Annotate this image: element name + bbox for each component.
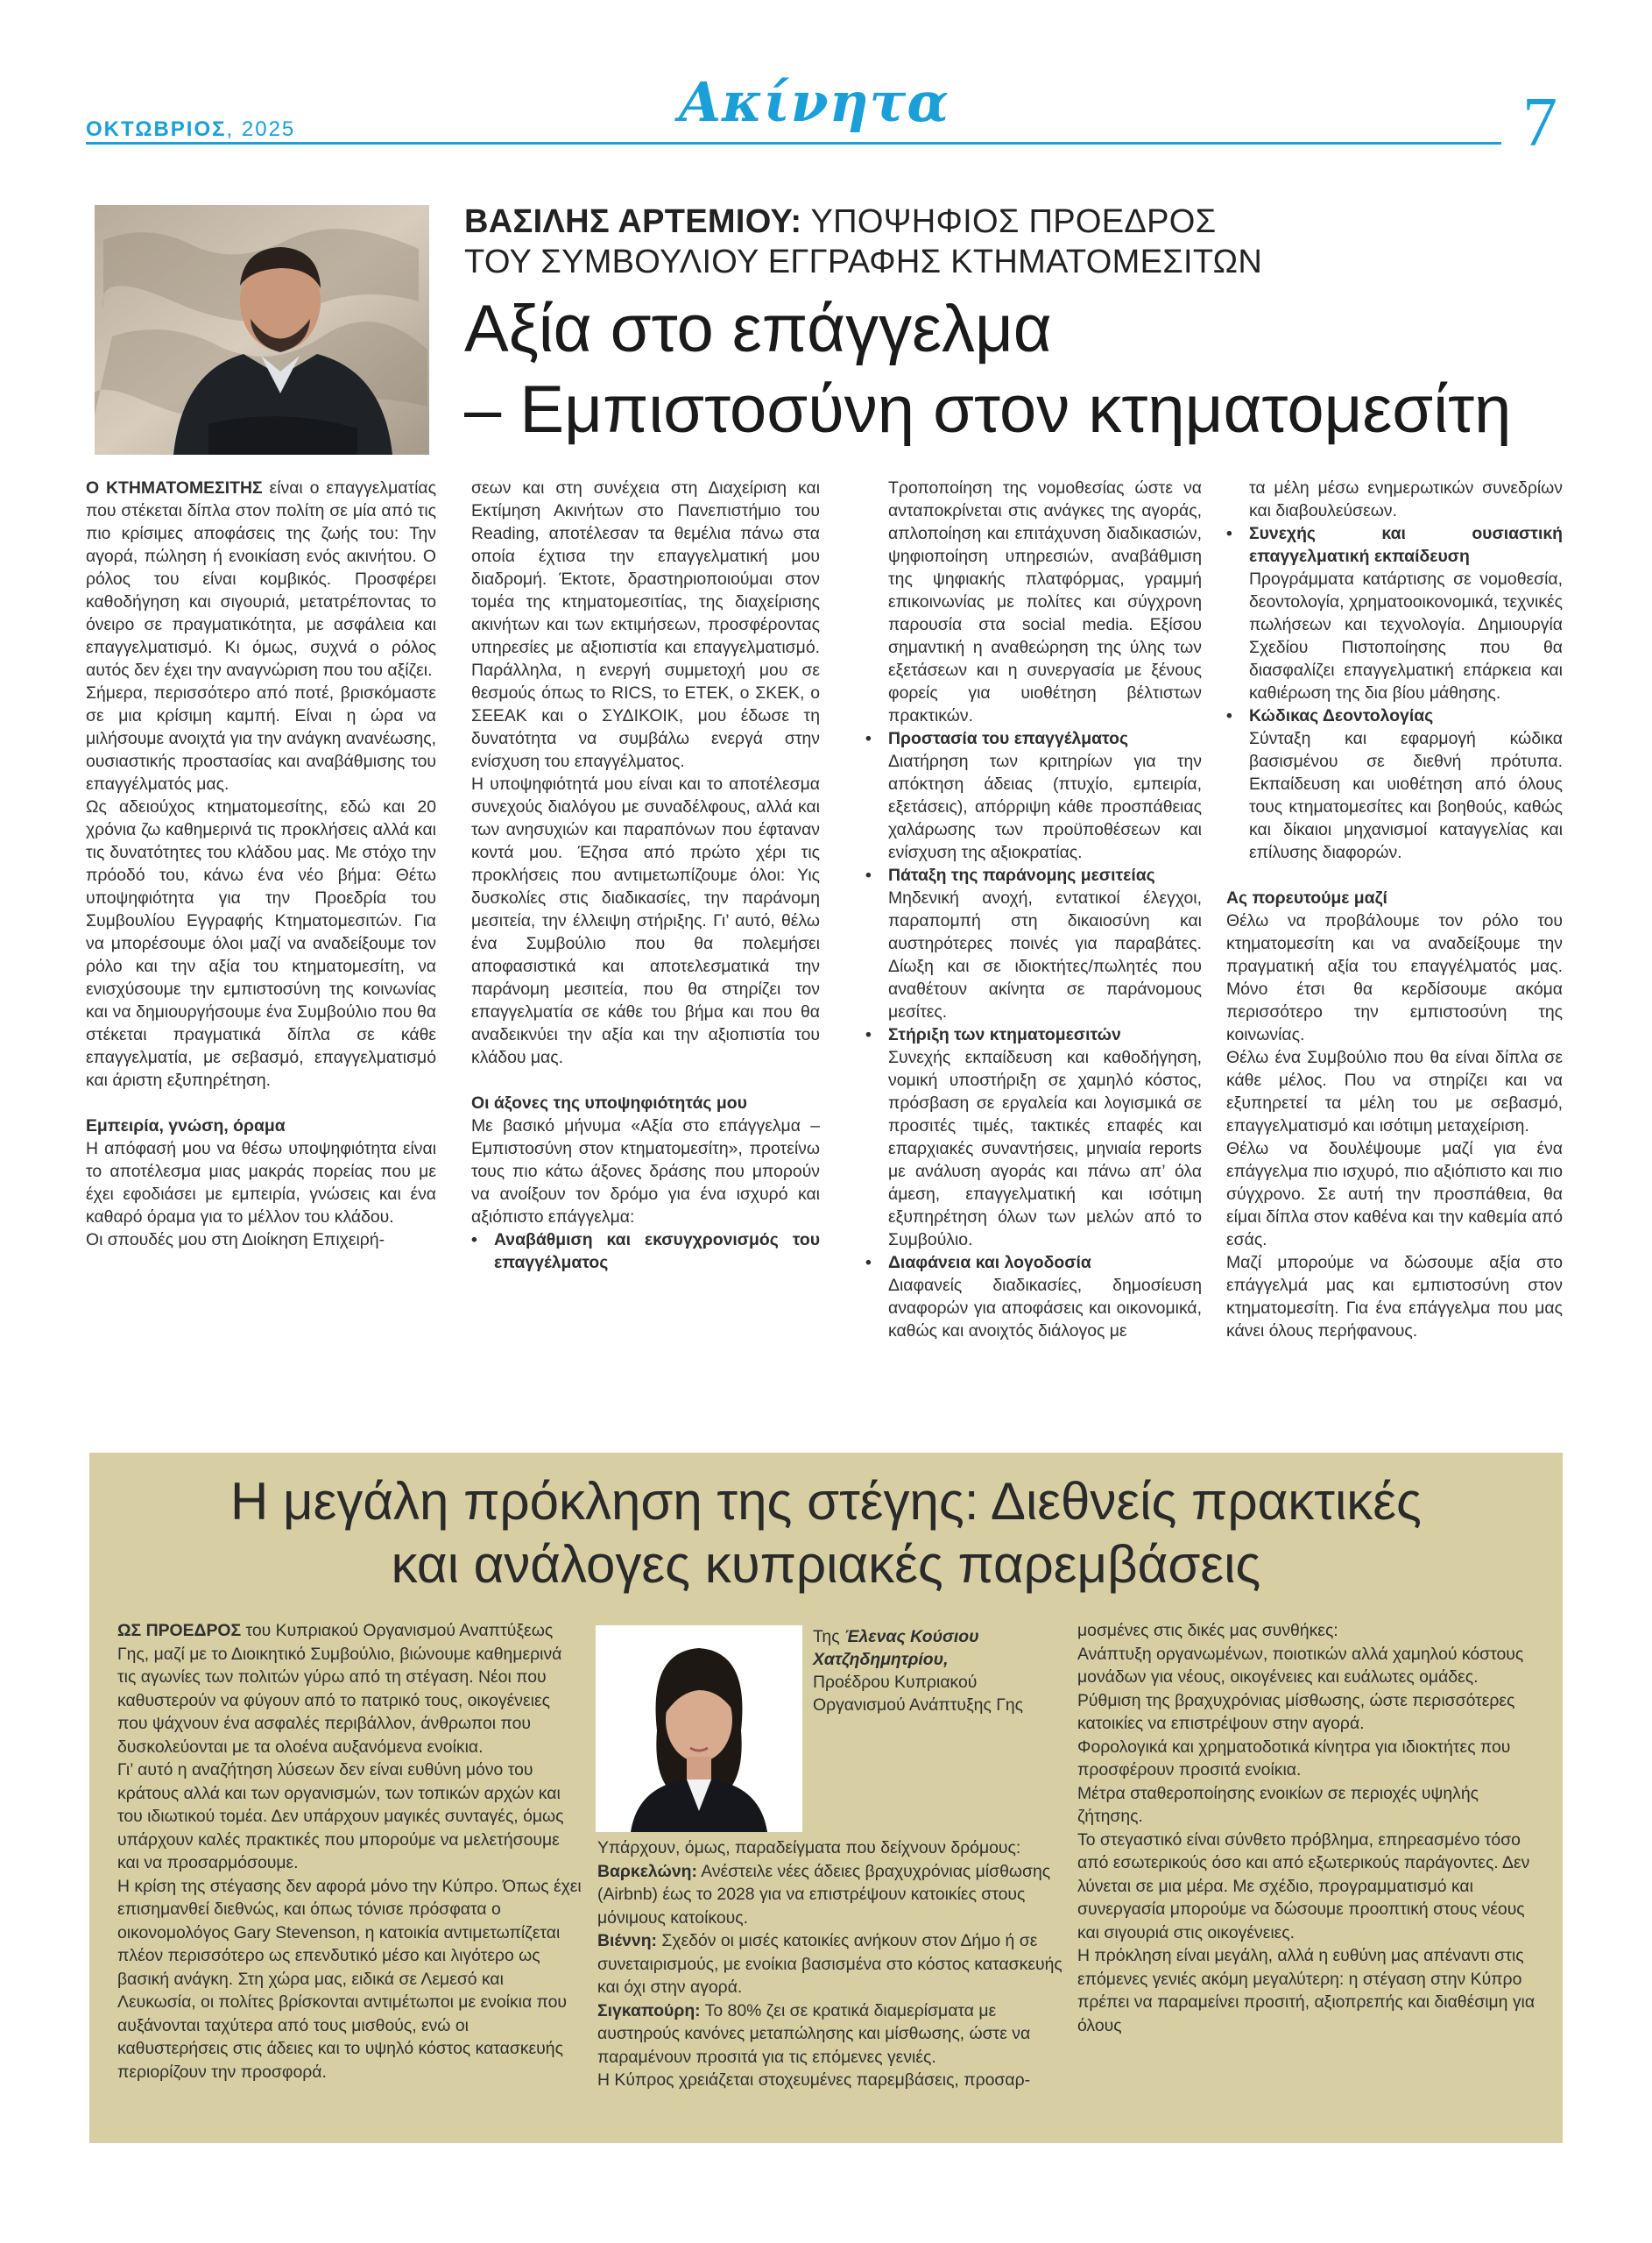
candidate-title: ΥΠΟΨΗΦΙΟΣ ΠΡΟΕΔΡΟΣ — [801, 203, 1217, 240]
issue-date — [86, 117, 295, 142]
paragraph: μοσμένες στις δικές μας συνθήκες: — [1077, 1621, 1338, 1640]
paragraph — [86, 477, 436, 682]
axes-list — [1226, 477, 1563, 864]
paragraph: Το στεγαστικό είναι σύνθετο πρόβλημα, επηρεασμένο τόσο από εσωτερικούς όσο και από εξωτερικούς παράγοντες. Δεν λύνεται σε μια μέρα. Με σχέδιο, προγραμματισμό και συνεργασία μπορούμε να δώσουμε προοπτική στους νέους και σιγουριά στις οικογένειες. — [1077, 1829, 1530, 1942]
list-item — [1226, 522, 1563, 704]
paragraph: Με βασικό μήνυμα «Αξία στο επάγγελμα – Εμπιστοσύνη στον κτηματομεσίτη», προτείνω τους πιο κάτω άξονες δράσης που μπορούν να ανοίξουν τον δρόμο για ένα ισχυρό και αξιόπιστο επάγγελμα: — [471, 1116, 820, 1227]
paragraph: Η υποψηφιότητά μου είναι και το αποτέλεσμα συνεχούς διαλόγου με συναδέλφους, αλλά και των ανησυχιών και παραπόνων που έφταναν κοντά μου. Έζησα από πρώτο χέρι τις προκλήσεις που αντιμετωπίζουμε όλοι: Υις δυσκολίες στις διαδικασίες, την παράνομη μεσιτεία, την έλλειψη στήριξης. Γι’ αυτό, θέλω ένα Συμβούλιο που θα πολεμήσει αποφασιστικά και αποτελεσματικά την παράνομη μεσιτεία, που θα στηρίζει τον επαγγελματία σε κάθε του βήμα και που θα αναδεικνύει την αξία και την αξιοπιστία του κλάδου μας. — [471, 775, 820, 1067]
candidate-name: ΒΑΣΙΛΗΣ ΑΡΤΕΜΙΟΥ: — [464, 203, 802, 240]
article-column-2 — [471, 477, 820, 1274]
bullet-title: • Πάταξη της παράνομης μεσιτείας — [888, 866, 1155, 885]
paragraph: σεων και στη συνέχεια στη Διαχείριση και Εκτίμηση Ακινήτων στο Πανεπιστήμιο του Reading, αποτέλεσαν τα θεμέλια πάνω στα οποία έχτισα την επαγγελματική μου διαδρομή. Έκτοτε, δραστηριοποιούμαι στον τομέα της κτηματομεσιτίας, της διαχείρισης ακινήτων και των εκτιμήσεων, προσφέροντας υπηρεσίες με αξιοπιστία και επαγγελματισμό. Παράλληλα, η ενεργή συμμετοχή μου σε θεσμούς όπως το RICS, το ΕΤΕΚ, ο ΣΚΕΚ, ο ΣΕΕΑΚ και ο ΣΥΔΙΚΟΙΚ, μου έδωσε τη δυνατότητα να συμβάλω ενεργά στην ενίσχυση του επαγγέλματος. — [471, 478, 820, 771]
paragraph: Ανάπτυξη οργανωμένων, ποιοτικών αλλά χαμηλού κόστους μονάδων για νέους, οικογένειες και ευάλωτες ομάδες. — [1077, 1644, 1524, 1687]
page-number: 7 — [1522, 84, 1557, 161]
title-line-1: Η μεγάλη πρόκληση της στέγης: Διεθνείς πρακτικές — [230, 1472, 1422, 1531]
bullet-text: Προγράμματα κατάρτισης σε νομοθεσία, δεοντολογία, χρηματοοικονομικά, τεχνικές πωλήσεων και τεχνολογία. Δημιουργία Σχεδίου Πιστοποίησης που θα διασφαλίζει επαγγελματική επάρκεια και καθιέρωση της δια βίου μάθησης. — [1249, 570, 1563, 703]
bullet-title: • Προστασία του επαγγέλματος — [888, 729, 1129, 748]
paragraph: Θέλω ένα Συμβούλιο που θα είναι δίπλα σε κάθε μέλος. Που να στηρίζει και να εξυπηρετεί τα μέλη του με σεβασμό, επαγγελματισμό και ισότιμη μεταχείριση. — [1226, 1048, 1563, 1136]
author-role: Προέδρου Κυπριακού Οργανισμού Ανάπτυξης Γης — [813, 1673, 1024, 1715]
paragraph: Γι’ αυτό η αναζήτηση λύσεων δεν είναι ευθύνη μόνο του κράτους αλλά και των οργανισμών, των τοπικών αρχών και του ιδιωτικού τομέα. Δεν υπάρχουν μαγικές συνταγές, όμως υπάρχουν καλές πρακτικές που μπορούμε να μελετήσουμε και να προσαρμόσουμε. — [117, 1760, 564, 1872]
bullet-title: • Στήριξη των κτηματομεσιτών — [888, 1025, 1121, 1044]
paragraph: Η πρόκληση είναι μεγάλη, αλλά η ευθύνη μας απέναντι στις επόμενες γενιές ακόμη μεγαλύτερη: η στέγαση στην Κύπρο πρέπει να παραμείνει προσιτή, αξιοπρεπής και διαθέσιμη για όλους — [1077, 1946, 1536, 2035]
list-item — [1226, 704, 1563, 864]
bullet-text: Μηδενική ανοχή, εντατικοί έλεγχοι, παραπομπή στη δικαιοσύνη και αυστηρότερες ποινές για παραβάτες. Δίωξη και σε ιδιοκτήτες/πωλητές που αναθέτουν ακίνητα σε παράνομους μεσίτες. — [888, 888, 1202, 1022]
paragraph: Υπάρχουν, όμως, παραδείγματα που δείχνουν δρόμους: — [597, 1838, 1021, 1857]
list-item — [865, 727, 1202, 864]
paragraph: Η κρίση της στέγασης δεν αφορά μόνο την Κύπρο. Όπως έχει επισημανθεί διεθνώς, και όπως τόνισε πρόσφατα ο οικονομολόγος Gary Stevenson, η κατοικία αντιμετωπίζεται πλέον περισσότερο ως επενδυτικό μέσο και λιγότερο ως βασική ανάγκη. Στη χώρα μας, ειδικά σε Λεμεσό και Λευκωσία, οι πολίτες βρίσκονται αντιμέτωποι με ενοίκια που αυξάνονται ταχύτερα από τους μισθούς, ενώ οι καθυστερήσεις στις άδειες και το υψηλό κόστος κατασκευής περιορίζουν την προσφορά. — [117, 1876, 582, 2082]
bullet-title: • Συνεχής και ουσιαστική επαγγελματική εκπαίδευση — [1249, 524, 1563, 566]
example-text: Σχεδόν οι μισές κατοικίες ανήκουν στον Δήμο ή σε συνεταιρισμούς, με ενοίκια βασισμένα στο κόστος κατασκευής και όχι στην αγορά. — [597, 1931, 1063, 1997]
article-headline — [464, 289, 1511, 450]
author-name: Έλενας Κούσιου Χατζηδημητρίου, — [813, 1627, 979, 1669]
title-line-2: και ανάλογες κυπριακές παρεμβάσεις — [391, 1535, 1261, 1594]
example-paragraph — [597, 1999, 1065, 2070]
housing-column-1 — [117, 1619, 582, 2084]
paragraph: Θέλω να προβάλουμε τον ρόλο του κτηματομεσίτη και να αναδείξουμε την πραγματική αξία του επαγγέλματός μας. Μόνο έτσι θα κερδίσουμε ακόμα περισσότερο την εμπιστοσύνη της κοινωνίας. — [1226, 911, 1563, 1044]
paragraph-text: του Κυπριακού Οργανισμού Αναπτύξεως Γης, μαζί με το Διοικητικό Συμβούλιο, βιώνουμε καθημερινά τις αγωνίες των πολιτών γύρω από τη στέγαση. Νέοι που καθυστερούν να φύγουν από το πατρικό τους, οικογένειες που ψάχνουν ένα ασφαλές περιβάλλον, άνθρωποι που δυσκολεύονται με τα ολοένα αυξανόμενα ενοίκια. — [117, 1621, 562, 1757]
paragraph-text: είναι ο επαγγελματίας που στέκεται δίπλα στον πολίτη σε μία από τις πιο κρίσιμες αποφάσεις της ζωής του: Την αγορά, πώληση ή ενοικίαση ενός ακινήτου. Ο ρόλος του είναι κομβικός. Προσφέρει καθοδήγηση και σιγουριά, μετατρέποντας το όνειρο σε πραγματικότητα, με ασφάλεια και επαγγελματισμό. Κι όμως, συχνά ο ρόλος αυτός δεν έχει την αναγνώριση που του αξίζει. — [86, 478, 436, 680]
portrait-illustration — [95, 205, 429, 455]
example-paragraph — [597, 1860, 1065, 1930]
kicker-line-2: ΤΟΥ ΣΥΜΒΟΥΛΙΟΥ ΕΓΓΡΑΦΗΣ ΚΤΗΜΑΤΟΜΕΣΙΤΩΝ — [464, 244, 1263, 280]
bullet-title: • Αναβάθμιση και εκσυγχρονισμός του επαγγέλματος — [494, 1230, 820, 1272]
author-portrait-photo — [596, 1625, 802, 1832]
example-paragraph — [597, 1929, 1065, 1999]
section-masthead: Ακίνητα — [679, 70, 950, 134]
housing-column-2 — [597, 1836, 1065, 2092]
author-portrait-photo — [95, 205, 429, 455]
paragraph: Μαζί μπορούμε να δώσουμε αξία στο επάγγελμά μας και εμπιστοσύνη στον κτηματομεσίτη. Για ένα επάγγελμα που μας κάνει όλους περήφανους. — [1226, 1253, 1563, 1341]
bullet-text: Συνεχής εκπαίδευση και καθοδήγηση, νομική υποστήριξη σε χαμηλό κόστος, πρόσβαση σε εργαλεία και λογισμικά σε προσιτές τιμές, τακτικές επαφές και επαρχιακές συναντήσεις, μηνιαία reports με ανάλυση αγοράς και πάνω απ’ όλα άμεση, επαγγελματική και ισότιμη εξυπηρέτηση όλων των μελών από το Συμβούλιο. — [888, 1048, 1202, 1249]
bullet-text: τα μέλη μέσω ενημερωτικών συνεδρίων και διαβουλεύσεων. — [1249, 478, 1563, 520]
paragraph: Ρύθμιση της βραχυχρόνιας μίσθωσης, ώστε περισσότερες κατοικίες να επιστρέψουν στην αγορά. — [1077, 1690, 1515, 1733]
bullet-text: Τροποποίηση της νομοθεσίας ώστε να ανταποκρίνεται στις ανάγκες της αγοράς, απλοποίηση και επιτάχυνση διαδικασιών, ψηφιοποίηση υπηρεσιών, αναβάθμιση της ψηφιακής πλατφόρμας, γραμμή επικοινωνίας με πολίτες και σύγχρονη παρουσία στα social media. Εξίσου σημαντική η αναθεώρηση της ύλης των εξετάσεων και η συνεργασία με ξένους φορείς για υιοθέτηση βέλτιστων πρακτικών. — [888, 478, 1202, 725]
paragraph: Σήμερα, περισσότερο από ποτέ, βρισκόμαστε σε μια κρίσιμη καμπή. Είναι η ώρα να μιλήσουμε ανοιχτά για την ανάγκη ανανέωσης, ουσιαστικής προστασίας και αναβάθμισης του επαγγέλματός μας. — [86, 683, 436, 794]
example-text: Ανέστειλε νέες άδειες βραχυχρόνιας μίσθωσης (Airbnb) έως το 2028 για να επιστρέψουν κατοικίες στους μόνιμους κατοίκους. — [597, 1861, 1051, 1928]
paragraph: Η Κύπρος χρειάζεται στοχευμένες παρεμβάσεις, προσαρ- — [597, 2070, 1031, 2090]
paragraph: Οι σπουδές μου στη Διοίκηση Επιχειρή- — [86, 1230, 385, 1249]
article-column-4 — [1226, 477, 1563, 1342]
subheading: Ας πορευτούμε μαζί — [1226, 888, 1387, 908]
bullet-text: Σύνταξη και εφαρμογή κώδικα βασισμένου σε διεθνή πρότυπα. Εκπαίδευση και υιοθέτηση από όλους τους κτηματομεσίτες και βοηθούς, καθώς και δίκαιοι μηχανισμοί καταγγελίας και επίλυσης διαφορών. — [1249, 729, 1563, 862]
article-kicker — [464, 202, 1262, 282]
city-name: Βιέννη: — [597, 1931, 658, 1950]
paragraph: Η απόφασή μου να θέσω υποψηφιότητα είναι το αποτέλεσμα μιας μακράς πορείας που με έχει εφοδιάσει με εμπειρία, γνώσεις και ένα καθαρό όραμα για το μέλλον του κλάδου. — [86, 1139, 436, 1227]
list-item — [865, 1023, 1202, 1251]
issue-month: ΟΚΤΩΒΡΙΟΣ — [86, 117, 227, 141]
paragraph — [117, 1619, 582, 1758]
list-item — [471, 1228, 820, 1274]
headline-line-1: Αξία στο επάγγελμα — [464, 292, 1052, 366]
paragraph: Φορολογικά και χρηματοδοτικά κίνητρα για ιδιοκτήτες που προσφέρουν προσιτά ενοίκια. — [1077, 1737, 1511, 1780]
city-name: Βαρκελώνη: — [597, 1861, 697, 1881]
byline-prefix: Της — [813, 1627, 844, 1646]
list-item — [865, 1251, 1202, 1342]
list-item — [865, 864, 1202, 1023]
example-text: Το 80% ζει σε κρατικά διαμερίσματα με αυστηρούς κανόνες μεταπώλησης και μίσθωσης, ώστε να παραμένουν προσιτά για τις επόμενες γενιές. — [597, 2000, 1031, 2067]
paragraph: Μέτρα σταθεροποίησης ενοικίων σε περιοχές υψηλής ζήτησης. — [1077, 1783, 1479, 1826]
issue-year: , 2025 — [226, 117, 296, 141]
portrait-illustration — [596, 1625, 802, 1832]
axes-list — [865, 477, 1202, 1342]
author-byline — [813, 1625, 1058, 1716]
subheading: Εμπειρία, γνώση, όραμα — [86, 1116, 286, 1136]
bullet-title: • Κώδικας Δεοντολογίας — [1249, 706, 1434, 725]
housing-column-3 — [1077, 1619, 1540, 2037]
header-rule — [86, 142, 1501, 145]
lead-in: Ο ΚΤΗΜΑΤΟΜΕΣΙΤΗΣ — [86, 478, 263, 498]
subheading: Οι άξονες της υποψηφιότητάς μου — [471, 1093, 747, 1113]
housing-article-title — [89, 1470, 1563, 1596]
axes-list — [471, 1228, 820, 1274]
list-item-continued — [1226, 477, 1563, 522]
headline-line-2: – Εμπιστοσύνη στον κτηματομεσίτη — [464, 372, 1512, 447]
city-name: Σιγκαπούρη: — [597, 2000, 701, 2020]
lead-in: ΩΣ ΠΡΟΕΔΡΟΣ — [117, 1621, 242, 1640]
paragraph: Ως αδειούχος κτηματομεσίτης, εδώ και 20 χρόνια ζω καθημερινά τις προκλήσεις αλλά και τις δυνατότητες του κλάδου μας. Με στόχο την πρόοδό του, κάνω ένα νέο βήμα: Θέτω υποψηφιότητα για την Προεδρία του Συμβουλίου Εγγραφής Κτηματομεσιτών. Για να μπορέσουμε όλοι μαζί να αναδείξουμε τον ρόλο και την αξία του κτηματομεσίτη, να ενισχύσουμε την εμπιστοσύνη της κοινωνίας και να δημιουργήσουμε ένα Συμβούλιο που θα στέκεται πραγματικά δίπλα σε κάθε επαγγελματία, με σεβασμό, επαγγελματισμό και άριστη εξυπηρέτηση. — [86, 797, 436, 1090]
bullet-text: Διατήρηση των κριτηρίων για την απόκτηση άδειας (πτυχίο, εμπειρία, εξετάσεις), απόρριψη κάθε προσπάθειας χαλάρωσης των προϋποθέσεων και ενίσχυση της αξιοκρατίας. — [888, 752, 1202, 862]
article-column-3 — [865, 477, 1202, 1342]
bullet-title: • Διαφάνεια και λογοδοσία — [888, 1253, 1091, 1272]
paragraph: Θέλω να δουλέψουμε μαζί για ένα επάγγελμα πιο ισχυρό, πιο αξιόπιστο και πιο σύγχρονο. Σε αυτή την προσπάθεια, θα είμαι δίπλα στον καθένα και την καθεμία από εσάς. — [1226, 1139, 1563, 1249]
list-item-continued — [865, 477, 1202, 727]
article-column-1 — [86, 477, 436, 1251]
bullet-text: Διαφανείς διαδικασίες, δημοσίευση αναφορών για αποφάσεις και οικονομικά, καθώς και ανοιχτός διάλογος με — [888, 1276, 1202, 1341]
